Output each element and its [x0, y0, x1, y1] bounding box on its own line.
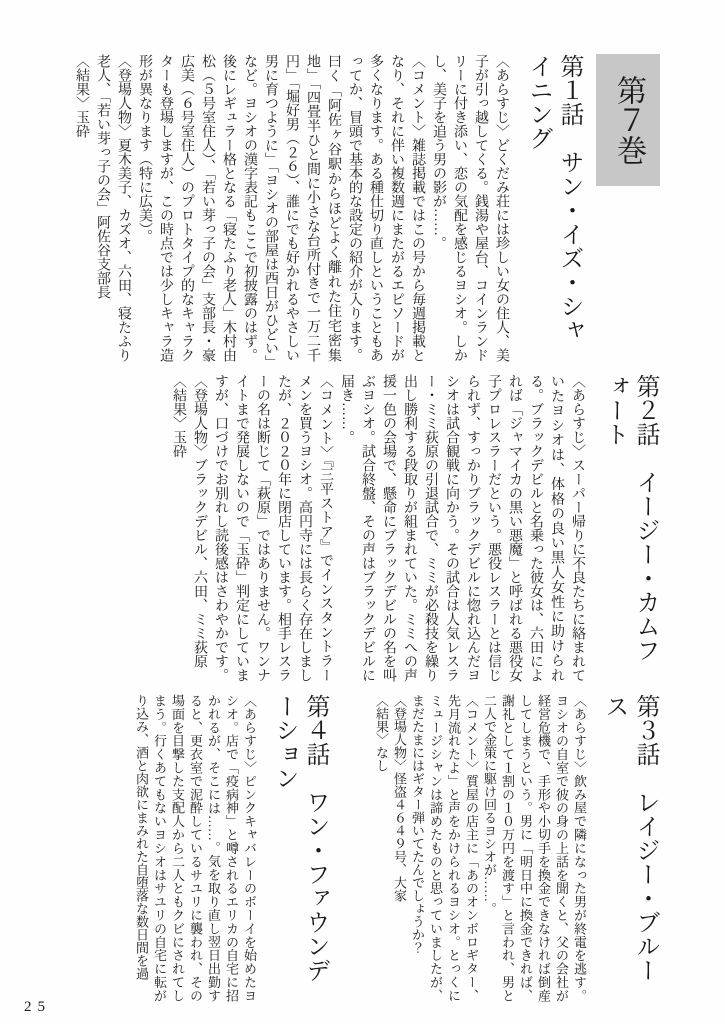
episode-3-result [372, 694, 390, 1002]
result-text: なし [374, 746, 389, 772]
episode-1-result [71, 54, 92, 362]
characters-text: ブラックデビル、六田、ミミ荻原 [192, 458, 207, 668]
episode-1-band [58, 54, 660, 362]
episode-3-synopsis [480, 694, 588, 1002]
characters-label: 〈登場人物〉 [392, 694, 407, 772]
synopsis-label: 〈あらすじ〉 [494, 54, 509, 138]
episode-3-comment [408, 694, 480, 1002]
page-number: 25 [24, 999, 51, 1015]
comment-text: 『三平ストア』でインスタントラーメンを買うヨシオ。高円寺には長らく存在しましたが、２０２０年に閉店しています。相手レスラーの名は断じて「萩原」ではありません。ワンナイトまで発展しないので「玉砕」判定にしていますが、口づけでお別れし読後感はさわやかです。 [213, 374, 333, 682]
comment-text: 雑誌掲載ではこの号から毎週掲載となり、それに伴い複数週にまたがるエピソードが多くなります。ある種仕切り直しということもあってか、冒頭で基本的な設定の紹介が入ります。曰く「阿佐ヶ谷駅からほどよく離れた住宅密集地」「四畳半ひと間に小さな台所付きで一万二千円」「堀好男（２６）、誰にでも好かれるやさしい男に育つように」「ヨシオの部屋は西日がひどい」など。ヨシオの漢字表記もここで初披露のはず。後にレギュラー格となる「寝たふり老人」木村由松（５号室住人）、「若い芽っ子の会」支部長・豪広美（６号室住人）のプロトタイプ的なキャラクターも登場しますが、この時点では少しキャラ造形が異なります（特に広美）。 [137, 54, 425, 362]
episode-1-characters [92, 54, 134, 362]
episode-2-title: 第２話 イージー・カムフォート [601, 374, 658, 662]
synopsis-text: どくだみ荘には珍しい女の住人、美子が引っ越してくる。銭湯や屋台、コインランドリーに付き添い、恋の気配を感じるヨシオ。しかし、美子を追う男の影が……。 [431, 54, 509, 362]
result-label: 〈結果〉 [171, 374, 186, 430]
episode-1-article [58, 54, 660, 362]
synopsis-text: ピンクキャバレーのボーイを始めたヨシオ。店で「疫病神」と噂されるエリカの自宅に招かれるが、そこには……。気を取り直し翌日出勤すると、更衣室で泥酔しているサユリに襲われ、その場面を目撃した支配人から二人ともクビにされてしまう。行くあてもないヨシオはサユリの自宅に転がり込み、酒と肉欲にまみれた自堕落な数日間を過 [134, 694, 257, 1002]
episode-2-comment [210, 374, 336, 682]
comment-label: 〈コメント〉 [410, 54, 425, 138]
episode-2-article [58, 374, 660, 682]
synopsis-text: 飲み屋で隣になった男が終電を逃す。ヨシオの自室で彼の身の上話を聞くと、父の会社が経営危機で、手形や小切手を換金できなければ倒産してしまうという。男に「明日中に換金できれば、謝礼として１割の１０万円を渡す」と言われ、男と二人で金策に駆け回るヨシオが……。 [482, 694, 587, 1002]
episode-3-title: 第３話 レイジー・ブルース [601, 694, 658, 982]
comment-label: 〈コメント〉 [464, 694, 479, 775]
episode-2-result [168, 374, 189, 682]
episode-3-article [350, 694, 660, 1002]
characters-text: 怪盗４６４９号、大家 [392, 772, 407, 902]
episode-4-synopsis [132, 694, 258, 1002]
episode-4-article [58, 694, 330, 1002]
episodes-3-4-band [58, 694, 660, 1002]
episode-1-comment [134, 54, 428, 362]
result-text: 玉砕 [74, 110, 89, 138]
result-label: 〈結果〉 [374, 694, 389, 746]
characters-text: 夏木美子、カズオ、六田、寝たふり老人、「若い芽っ子の会」阿佐谷支部長 [95, 54, 131, 362]
result-text: 玉砕 [171, 430, 186, 458]
episode-2-characters [189, 374, 210, 682]
episode-3-characters [390, 694, 408, 1002]
synopsis-label: 〈あらすじ〉 [242, 694, 257, 775]
result-label: 〈結果〉 [74, 54, 89, 110]
comment-label: 〈コメント〉 [318, 374, 333, 460]
episode-4-title: 第４話 ワン・ファウンデーション [271, 694, 328, 982]
comment-text: 質屋の店主に「あのオンボロギター、先月流れたよ」と声をかけられるヨシオ。とっくにミュージシャンは諦めたものと思っていましたが、まだたまにはギター弾いてたんでしょうか？ [410, 694, 479, 1002]
episode-1-title: 第１話 サン・イズ・シャイニング [525, 54, 582, 342]
synopsis-label: 〈あらすじ〉 [570, 374, 585, 458]
episode-2-band [58, 374, 660, 682]
characters-label: 〈登場人物〉 [192, 374, 207, 458]
episode-2-synopsis [336, 374, 588, 682]
synopsis-text: スーパー帰りに不良たちに絡まれていたヨシオは、体格の良い黒人女性に助けられる。ブラックデビルと名乗った彼女は、六田によれば「ジャマイカの黒い悪魔」と呼ばれる悪役女子プロレスラーだという。悪役レスラーとは信じられず、すっかりブラックデビルに惚れ込んだヨシオは試合観戦に向かう。その試合は人気レスラー・ミミ荻原の引退試合で、ミミが必殺技を繰り出し勝利する段取りが組まれていた。ミミへの声援一色の会場で、懸命にブラックデビルの名を叫ぶヨシオ。試合終盤、その声はブラックデビルに届き……。 [339, 374, 585, 682]
volume-header-badge: 第７巻 [596, 54, 660, 186]
characters-label: 〈登場人物〉 [116, 54, 131, 138]
synopsis-label: 〈あらすじ〉 [572, 694, 587, 775]
episode-1-synopsis [428, 54, 512, 362]
